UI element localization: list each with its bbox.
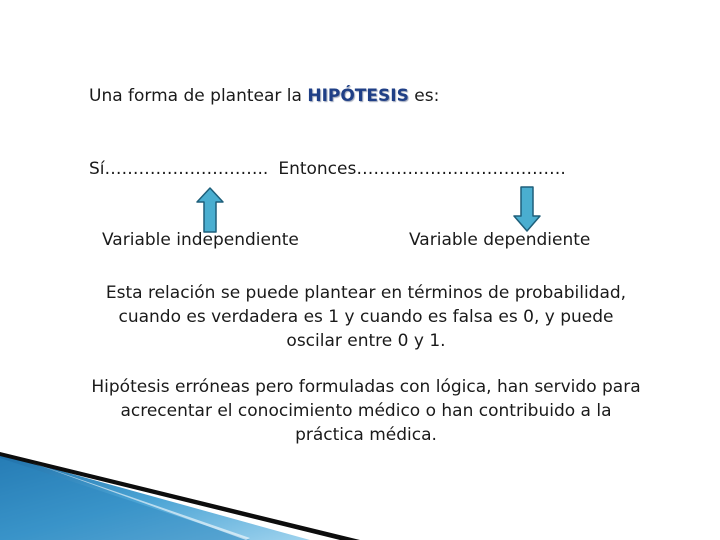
- intro-suffix: es:: [408, 86, 440, 106]
- probability-paragraph: Esta relación se puede plantear en términos de probabilidad, cuando es verdadera es 1 y cuando es falsa es 0, y puede oscilar entre 0 y 1.: [105, 283, 627, 351]
- intro-sentence: [89, 86, 439, 106]
- arrow-down-icon: [513, 186, 541, 232]
- intro-prefix: Una forma de plantear la: [89, 86, 308, 106]
- then-clause: Entonces……………………………….: [278, 159, 566, 179]
- erroneous-hypotheses-paragraph: Hipótesis erróneas pero formuladas con lógica, han servido para acrecentar el conocimiento médico o han contribuido a la práctica médica.: [91, 377, 641, 445]
- conditional-sentence: [89, 159, 566, 179]
- independent-variable-label: Variable independiente: [102, 230, 299, 250]
- hypothesis-keyword: HIPÓTESIS: [307, 86, 409, 106]
- corner-decoration: [0, 440, 720, 540]
- arrow-up-icon: [196, 187, 224, 233]
- if-clause: Sí………………………..: [89, 159, 269, 179]
- dependent-variable-label: Variable dependiente: [409, 230, 591, 250]
